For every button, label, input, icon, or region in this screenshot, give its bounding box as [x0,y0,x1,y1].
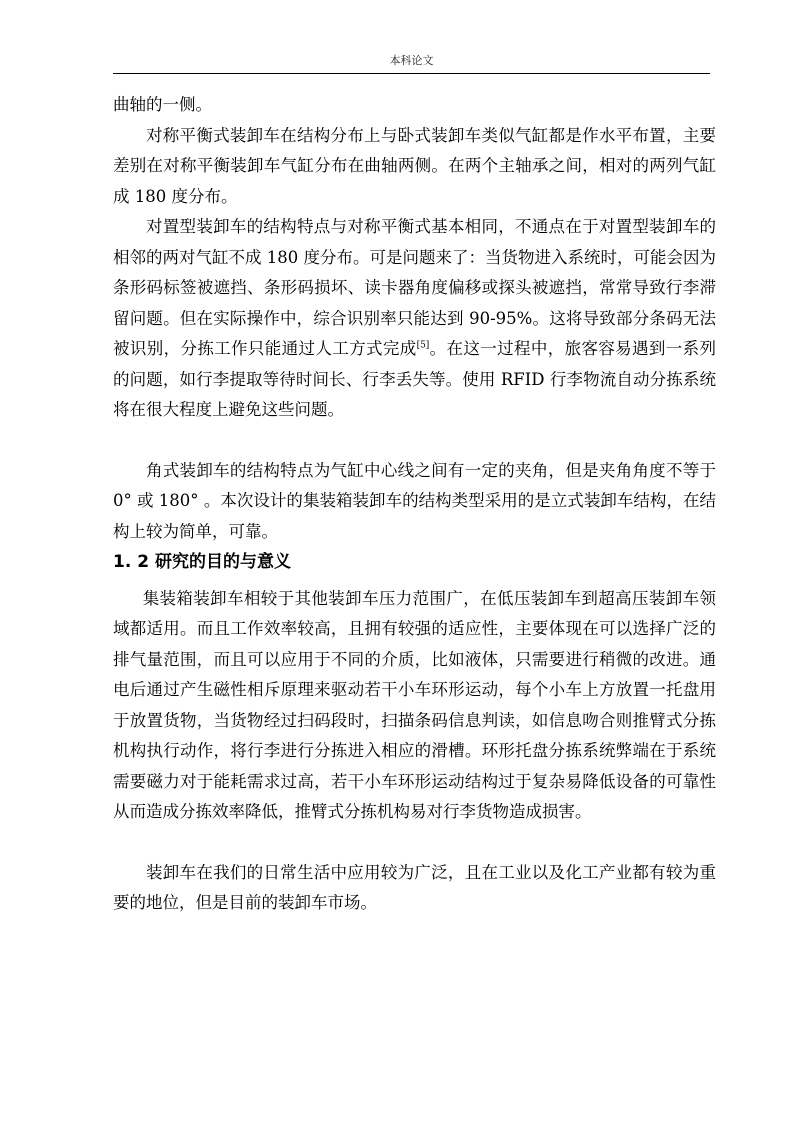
paragraph-continuation: 曲轴的一侧。 [113,95,212,114]
paragraph-opposed-type-text: 对置型装卸车的结构特点与对称平衡式基本相同，不通点在于对置型装卸车的相邻的两对气缸不成 180 度分布。可是问题来了：当货物进入系统时，可能会因为条形码标签被遮挡、条形码损坏、读卡器角度偏移或探头被遮挡，常常导致行李滞留问题。但在实际操作中，综合识别率只能达到 90-95%。这将导致部分条码无法被识别，分拣工作只能通过人工方式完成 [113,217,716,358]
spacer [113,426,716,456]
header-divider [113,73,710,74]
section-heading: 1. 2 研究的目的与意义 [113,552,291,572]
paragraph-market: 装卸车在我们的日常生活中应用较为广泛，且在工业以及化工产业都有较为重要的地位，但是目前的装卸车市场。 [113,862,716,912]
citation-ref: [5] [416,340,430,351]
page-header: 本科论文 [389,54,434,67]
paragraph-opposed-type-text-cont: 。在这一过程中，旅客容易遇到一系列的问题，如行李提取等待时间长、行李丢失等。使用 RFID 行李物流自动分拣系统将在很大程度上避免这些问题。 [113,339,717,419]
spacer [113,828,716,858]
paragraph-opposed-type [113,212,716,426]
paragraph-angle-type: 角式装卸车的结构特点为气缸中心线之间有一定的夹角，但是夹角角度不等于 0° 或 180° 。本次设计的集装箱装卸车的结构类型采用的是立式装卸车结构，在结构上较为简单，可靠。 [113,460,716,541]
document-body [113,90,716,919]
paragraph-container-loader: 集装箱装卸车相较于其他装卸车压力范围广，在低压装卸车到超高压装卸车领域都适用。而且工作效率较高，且拥有较强的适应性，主要体现在可以选择广泛的排气量范围，而且可以应用于不同的介质，比如液体，只需要进行稍微的改进。通电后通过产生磁性相斥原理来驱动若干小车环形运动，每个小车上方放置一托盘用于放置货物，当货物经过扫码段时，扫描条码信息判读，如信息吻合则推臂式分拣机构执行动作，将行李进行分拣进入相应的滑槽。环形托盘分拣系统弊端在于系统需要磁力对于能耗需求过高，若干小车环形运动结构过于复杂易降低设备的可靠性从而造成分拣效率降低，推臂式分拣机构易对行李货物造成损害。 [113,588,716,821]
paragraph-symmetric-balance: 对称平衡式装卸车在结构分布上与卧式装卸车类似气缸都是作水平布置，主要差别在对称平衡装卸车气缸分布在曲轴两侧。在两个主轴承之间，相对的两列气缸成 180 度分布。 [113,125,716,206]
